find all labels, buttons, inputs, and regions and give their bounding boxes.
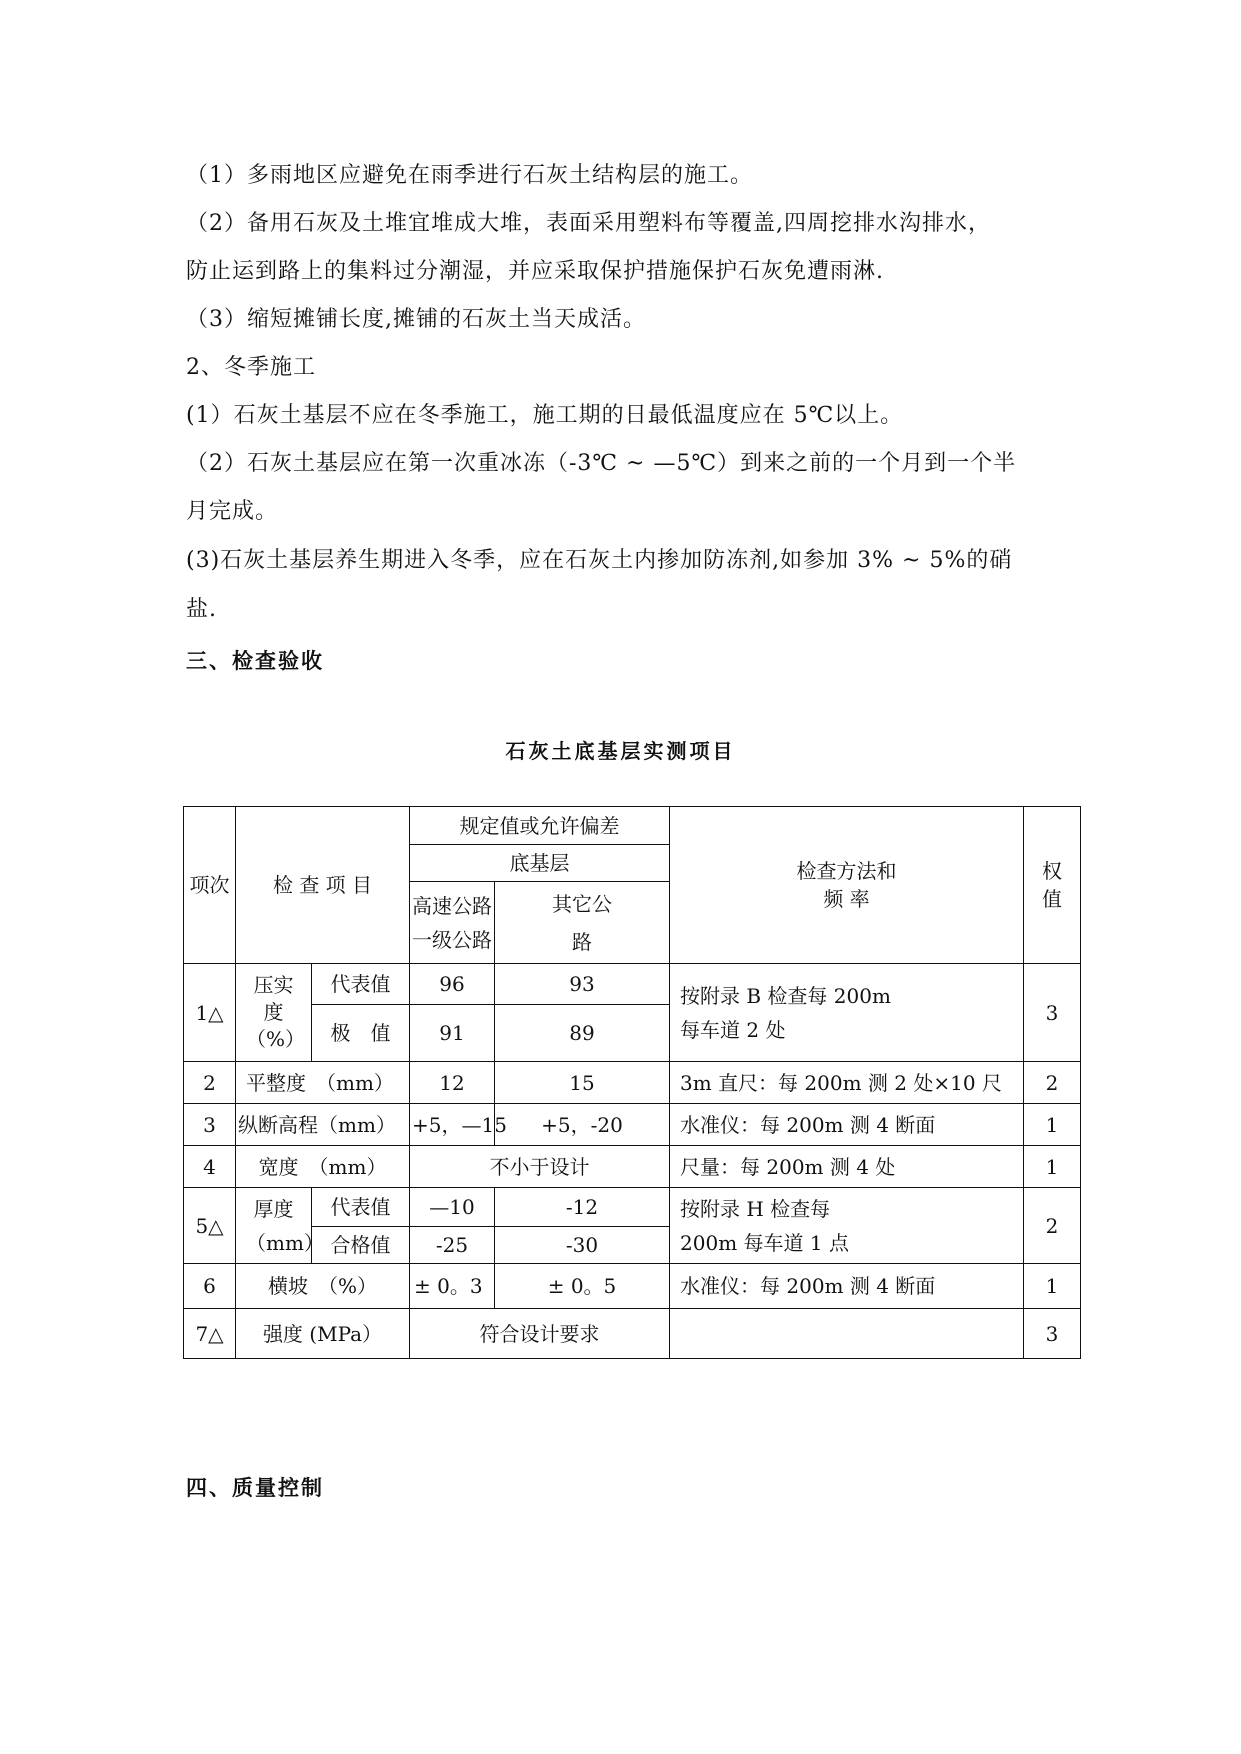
header-allowed-deviation: 规定值或允许偏差 [410,807,670,845]
table-row [184,1264,1081,1309]
header-item-no: 项次 [184,807,236,964]
row5-method: 按附录 H 检查每 200m 每车道 1 点 [670,1188,1024,1264]
row3-no: 3 [184,1104,236,1146]
paragraph-2: （2）备用石灰及土堆宜堆成大堆，表面采用塑料布等覆盖,四周挖排水沟排水， [186,211,991,236]
row1-v2a: 91 [410,1005,495,1062]
paragraph-4: (1）石灰土基层不应在冬季施工，施工期的日最低温度应在 5℃以上。 [186,403,904,428]
row3-weight: 1 [1024,1104,1081,1146]
row4-item: 宽度 （mm） [236,1146,410,1188]
row1-v1b: 93 [495,964,670,1005]
row1-sub2: 极 值 [312,1005,410,1062]
table-row [184,1104,1081,1146]
row7-method [670,1309,1024,1359]
row7-no: 7△ [184,1309,236,1359]
row7-weight: 3 [1024,1309,1081,1359]
row2-b: 15 [495,1062,670,1104]
header-highway: 高速公路一级公路 [410,882,495,964]
table-row [184,1309,1081,1359]
row1-method: 按附录 B 检查每 200m 每车道 2 处 [670,964,1024,1062]
row3-b: +5，-20 [495,1104,670,1146]
table-row [184,964,1081,1005]
row3-method: 水准仪：每 200m 测 4 断面 [670,1104,1024,1146]
row6-a: ± 0。3 [410,1264,495,1309]
table-row [184,1062,1081,1104]
paragraph-5-cont: 月完成。 [186,499,279,524]
row6-no: 6 [184,1264,236,1309]
row3-a: +5，—15 [410,1104,495,1146]
section-heading-quality-control: 四、质量控制 [186,1476,324,1500]
paragraph-6: (3)石灰土基层养生期进入冬季，应在石灰土内掺加防冻剂,如参加 3% ~ 5%的硝 [186,548,1013,573]
row1-v2b: 89 [495,1005,670,1062]
paragraph-2-cont: 防止运到路上的集料过分潮湿，并应采取保护措施保护石灰免遭雨淋. [186,259,884,284]
row5-v2a: -25 [410,1227,495,1264]
row6-weight: 1 [1024,1264,1081,1309]
row1-weight: 3 [1024,964,1081,1062]
row3-item: 纵断高程（mm） [236,1104,410,1146]
row4-method: 尺量：每 200m 测 4 处 [670,1146,1024,1188]
table-caption: 石灰土底基层实测项目 [505,739,736,763]
inspection-table [183,806,1081,1359]
row1-no: 1△ [184,964,236,1062]
row7-item: 强度 (MPa） [236,1309,410,1359]
row6-item: 横坡 （%） [236,1264,410,1309]
paragraph-3: （3）缩短摊铺长度,摊铺的石灰土当天成活。 [186,307,646,332]
row4-value: 不小于设计 [410,1146,670,1188]
paragraph-6-cont: 盐. [186,597,217,622]
header-other-road: 其它公路 [495,882,670,964]
header-weight: 权值 [1024,807,1081,964]
row5-v2b: -30 [495,1227,670,1264]
row1-sub1: 代表值 [312,964,410,1005]
table-row [184,1146,1081,1188]
header-method: 检查方法和 频 率 [670,807,1024,964]
row4-no: 4 [184,1146,236,1188]
row5-v1a: —10 [410,1188,495,1227]
row6-method: 水准仪：每 200m 测 4 断面 [670,1264,1024,1309]
paragraph-5: （2）石灰土基层应在第一次重冰冻（-3℃ ~ —5℃）到来之前的一个月到一个半 [186,451,1017,476]
row6-b: ± 0。5 [495,1264,670,1309]
row5-v1b: -12 [495,1188,670,1227]
row7-value: 符合设计要求 [410,1309,670,1359]
row1-item: 压实度（%） [236,964,312,1062]
row2-no: 2 [184,1062,236,1104]
section-heading-inspection: 三、检查验收 [186,649,324,673]
row5-item: 厚度（mm） [236,1188,312,1264]
table-row [184,1188,1081,1227]
row5-weight: 2 [1024,1188,1081,1264]
header-check-item: 检 查 项 目 [236,807,410,964]
row2-weight: 2 [1024,1062,1081,1104]
header-subbase: 底基层 [410,845,670,882]
subheading-winter: 2、冬季施工 [186,355,316,380]
row4-weight: 1 [1024,1146,1081,1188]
row5-sub1: 代表值 [312,1188,410,1227]
row2-a: 12 [410,1062,495,1104]
row5-sub2: 合格值 [312,1227,410,1264]
row5-no: 5△ [184,1188,236,1264]
row2-method: 3m 直尺：每 200m 测 2 处×10 尺 [670,1062,1024,1104]
row2-item: 平整度 （mm） [236,1062,410,1104]
row1-v1a: 96 [410,964,495,1005]
paragraph-1: （1）多雨地区应避免在雨季进行石灰土结构层的施工。 [186,163,753,188]
